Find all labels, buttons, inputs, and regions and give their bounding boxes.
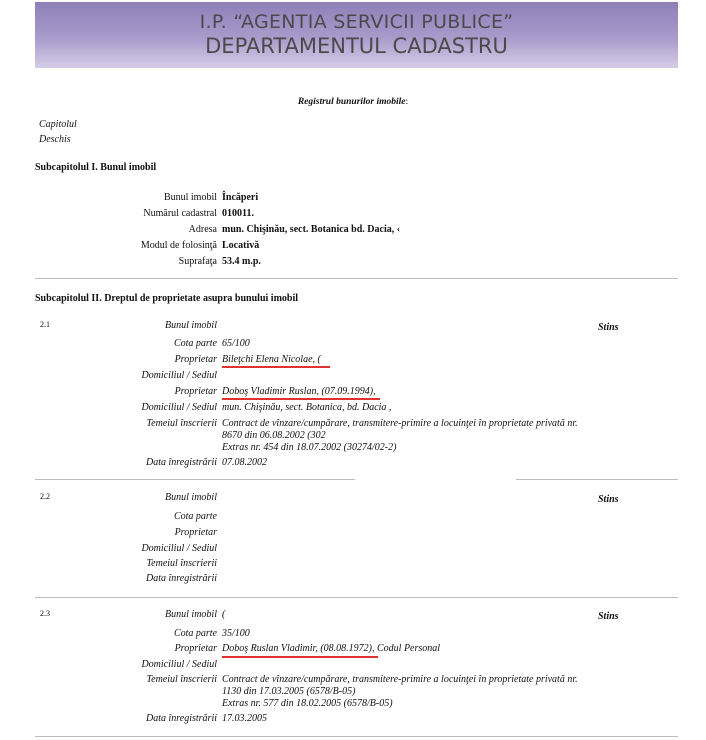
property-value: (: [222, 609, 226, 620]
entry-status: Stins: [598, 322, 619, 333]
domicile-label: Domiciliul / Sediul: [141, 659, 217, 670]
surface-label: Suprafaţa: [178, 256, 217, 267]
divider: [35, 479, 355, 480]
header-agency-title: I.P. “AGENTIA SERVICII PUBLICE”: [199, 11, 514, 33]
owner-value: Bileţchi Elena Nicolae, (: [222, 354, 321, 365]
subchapter-1-title: Subcapitolul I. Bunul imobil: [35, 162, 157, 173]
register-title-suffix: :: [405, 97, 409, 107]
registration-date-label: Data înregistrării: [145, 713, 217, 724]
basis-value-line3: Extras nr. 577 din 18.02.2005 (6578/B-05): [222, 698, 393, 709]
header-department-title: DEPARTAMENTUL CADASTRU: [205, 34, 508, 58]
surface-value: 53.4 m.p.: [222, 256, 261, 267]
basis-value-line3: Extras nr. 454 din 18.07.2002 (30274/02-2): [222, 442, 397, 453]
subchapter-2-title: Subcapitolul II. Dreptul de proprietate asupra bunului imobil: [35, 293, 299, 304]
owner-label: Proprietar: [174, 643, 217, 654]
address-label: Adresa: [188, 224, 217, 235]
usage-mode-label: Modul de folosinţă: [140, 240, 217, 251]
basis-value-line1: Contract de vînzare/cumpărare, transmitere-primire a locuinţei în proprietate privată nr.: [222, 674, 578, 685]
owner-underline: [222, 398, 380, 400]
divider: [35, 278, 678, 279]
entry-number: 2.1: [40, 320, 50, 329]
owner-underline: [222, 656, 378, 658]
property-type-value: Încăperi: [222, 192, 259, 203]
entry-number: 2.2: [40, 492, 50, 501]
domicile-value: mun. Chişinău, sect. Botanica, bd. Dacia ,: [222, 402, 392, 413]
entry-number: 2.3: [40, 609, 50, 618]
basis-value-line1: Contract de vînzare/cumpărare, transmitere-primire a locuinţei în proprietate privată nr.: [222, 418, 578, 429]
entry-status: Stins: [598, 494, 619, 505]
property-label: Bunul imobil: [165, 609, 217, 620]
cadastral-number-label: Numărul cadastral: [143, 208, 217, 219]
usage-mode-value: Locativă: [222, 240, 260, 251]
chapter-value: Deschis: [39, 134, 71, 145]
owner-label: Proprietar: [174, 527, 217, 538]
address-value: mun. Chişinău, sect. Botanica bd. Dacia, ‹: [222, 224, 401, 235]
cadastral-number-value: 010011.: [222, 208, 254, 219]
registration-date-label: Data înregistrării: [145, 573, 217, 584]
domicile-label: Domiciliul / Sediul: [141, 402, 217, 413]
registration-date-label: Data înregistrării: [145, 457, 217, 468]
basis-label: Temeiul înscrierii: [146, 558, 217, 569]
divider: [35, 736, 678, 737]
owner-label: Proprietar: [174, 354, 217, 365]
owner-label: Proprietar: [174, 386, 217, 397]
divider: [35, 597, 678, 598]
share-label: Cota parte: [173, 628, 217, 639]
share-label: Cota parte: [173, 511, 217, 522]
basis-value-line2: 1130 din 17.03.2005 (6578/B-05): [222, 686, 356, 697]
property-type-label: Bunul imobil: [163, 192, 217, 203]
owner-underline: [222, 366, 330, 368]
domicile-label: Domiciliul / Sediul: [141, 370, 217, 381]
chapter-label: Capitolul: [39, 119, 77, 130]
basis-label: Temeiul înscrierii: [146, 674, 217, 685]
entry-status: Stins: [598, 611, 619, 622]
divider: [516, 479, 678, 480]
domicile-label: Domiciliul / Sediul: [141, 543, 217, 554]
property-label: Bunul imobil: [165, 492, 217, 503]
owner-value: Doboş Ruslan Vladimir, (08.08.1972), Codul Personal: [222, 643, 441, 654]
property-label: Bunul imobil: [165, 320, 217, 331]
registration-date-value: 17.03.2005: [222, 713, 267, 724]
basis-label: Temeiul înscrierii: [146, 418, 217, 429]
share-label: Cota parte: [173, 338, 217, 349]
header-banner: [35, 2, 678, 68]
registration-date-value: 07.08.2002: [222, 457, 267, 468]
register-title-text: Registrul bunurilor imobile: [297, 97, 406, 107]
basis-value-line2: 8670 din 06.08.2002 (302: [222, 430, 326, 441]
share-value: 65/100: [222, 338, 250, 349]
owner-value: Doboş Vladimir Ruslan, (07.09.1994),: [222, 386, 376, 397]
register-title: [0, 97, 706, 107]
share-value: 35/100: [222, 628, 250, 639]
